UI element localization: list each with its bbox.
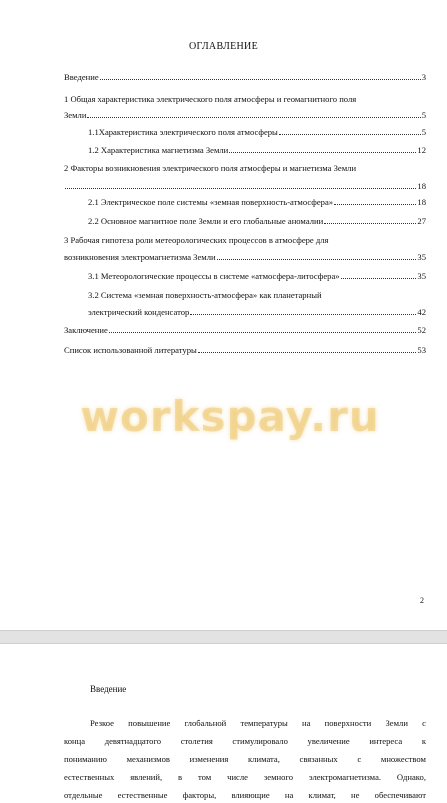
toc-page-number: 35: [417, 271, 426, 281]
toc-page-number: 35: [417, 252, 426, 262]
toc-entry-1-2[interactable]: 1.2 Характеристика магнетизма Земли 12: [88, 145, 426, 155]
toc-entry-3-2[interactable]: электрический конденсатор 42: [88, 307, 426, 317]
paragraph-line: Резкое повышение глобальной температуры на поверхности Земли с: [90, 718, 426, 728]
page-number: 2: [420, 596, 424, 605]
toc-entry-3-2-line1[interactable]: 3.2 Система «земная поверхность-атмосфера» как планетарный: [88, 290, 322, 300]
toc-entry-references[interactable]: Список использованной литературы 53: [64, 345, 426, 355]
toc-entry-2[interactable]: [64, 181, 426, 194]
toc-page-number: 12: [417, 145, 426, 155]
toc-page-number: 18: [417, 181, 426, 191]
toc-entry-3[interactable]: возникновения электромагнетизма Земли 35: [64, 252, 426, 262]
section-heading: Введение: [90, 684, 127, 694]
toc-entry-2-line1[interactable]: 2 Факторы возникновения электрического поля атмосферы и магнетизма Земли: [64, 163, 357, 173]
paragraph-line: естественных явлений, в том числе земного электромагнетизма. Однако,: [64, 772, 426, 782]
toc-page-number: 3: [421, 72, 426, 82]
toc-page-number: 5: [421, 127, 426, 137]
toc-page-number: 5: [421, 110, 426, 120]
toc-entry-3-line1[interactable]: 3 Рабочая гипотеза роли метеорологических процессов в атмосфере для: [64, 235, 329, 245]
page-separator: [0, 630, 447, 644]
toc-page-number: 18: [417, 197, 426, 207]
toc-entry-2-1[interactable]: 2.1 Электрическое поле системы «земная поверхность-атмосфера» 18: [88, 197, 426, 207]
toc-page-number: 27: [417, 216, 426, 226]
toc-page-number: 42: [417, 307, 426, 317]
document-page-2: [0, 644, 447, 803]
paragraph-line: конца девятнадцатого столетия стимулировало увеличение интереса к: [64, 736, 426, 746]
paragraph-line: отдельные естественные факторы, влияющие на климат, не обеспечивают: [64, 790, 426, 800]
toc-entry-3-1[interactable]: 3.1 Метеорологические процессы в системе «атмосфера-литосфера» 35: [88, 271, 426, 281]
toc-entry-1-line1[interactable]: 1 Общая характеристика электрического поля атмосферы и геомагнитного поля: [64, 94, 357, 104]
toc-entry-1-1[interactable]: 1.1Характеристика электрического поля атмосферы 5: [88, 127, 426, 137]
toc-page-number: 53: [417, 345, 426, 355]
toc-title: ОГЛАВЛЕНИЕ: [189, 41, 258, 52]
toc-entry-1[interactable]: Земли 5: [64, 110, 426, 120]
paragraph-line: пониманию механизмов изменения климата, связанных с множеством: [64, 754, 426, 764]
toc-page-number: 52: [417, 325, 426, 335]
watermark: workspay.ru: [80, 392, 380, 441]
toc-entry-2-2[interactable]: 2.2 Основное магнитное поле Земли и его глобальные аномалии 27: [88, 216, 426, 226]
toc-entry-intro[interactable]: Введение 3: [64, 72, 426, 82]
toc-entry-conclusion[interactable]: Заключение 52: [64, 325, 426, 335]
